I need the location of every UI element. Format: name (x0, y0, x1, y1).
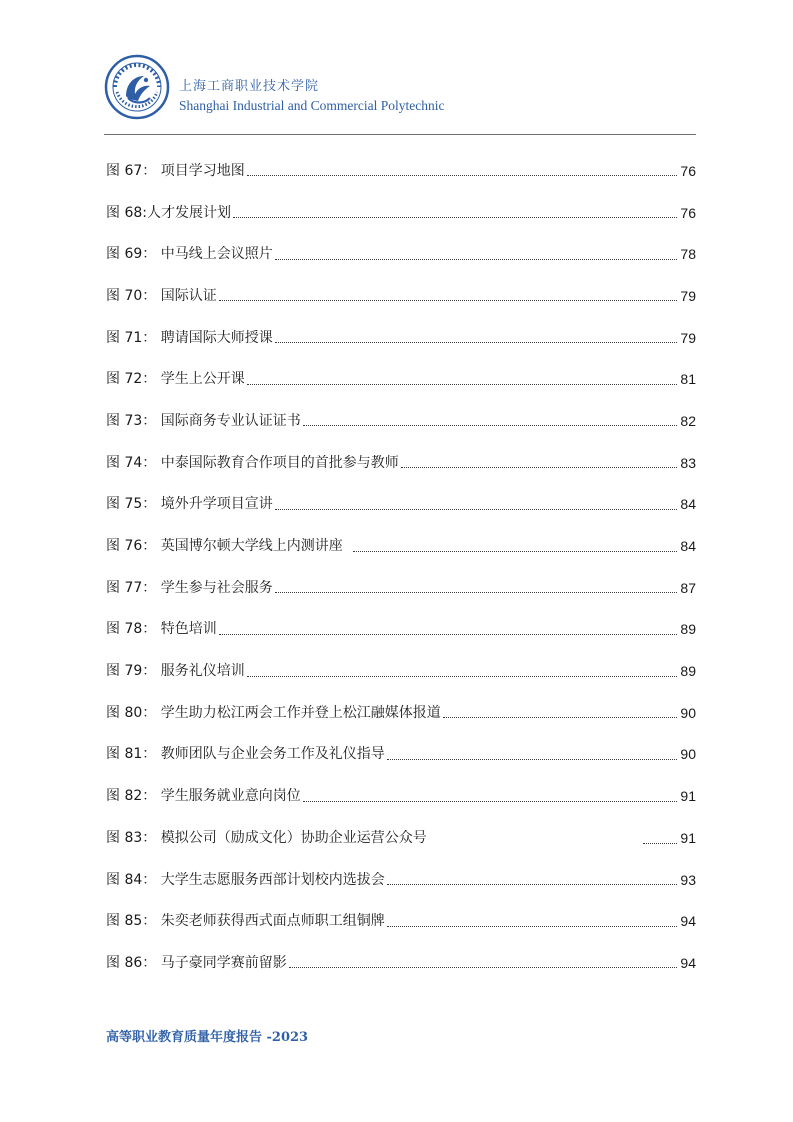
school-emblem-icon (104, 54, 170, 120)
toc-entry-page: 89 (680, 621, 696, 638)
toc-entry-page: 90 (680, 746, 696, 763)
toc-entry[interactable] (106, 859, 696, 901)
toc-entry-label: 图 68:人才发展计划 (106, 204, 231, 221)
toc-entry[interactable] (106, 358, 696, 400)
toc-entry-page: 82 (680, 412, 696, 429)
toc-entry-page: 91 (680, 829, 696, 846)
toc-entry[interactable] (106, 942, 696, 984)
page-header (104, 54, 696, 134)
toc-entry-label: 图 67： 项目学习地图 (106, 162, 245, 179)
toc-entry-label: 图 84： 大学生志愿服务西部计划校内选拔会 (106, 871, 385, 888)
toc-entry-label: 图 80： 学生助力松江两会工作并登上松江融媒体报道 (106, 704, 441, 721)
toc-entry-page: 94 (680, 913, 696, 930)
header-divider (104, 134, 696, 135)
toc-entry-label: 图 77： 学生参与社会服务 (106, 579, 273, 596)
toc-entry[interactable] (106, 900, 696, 942)
toc-entry[interactable] (106, 150, 696, 192)
school-name-en: Shanghai Industrial and Commercial Polytechnic (179, 98, 445, 113)
toc-entry-page: 79 (680, 287, 696, 304)
toc-entry-label: 图 71： 聘请国际大师授课 (106, 329, 273, 346)
toc-entry[interactable] (106, 233, 696, 275)
toc-entry[interactable] (106, 317, 696, 359)
toc-entry-label: 图 79： 服务礼仪培训 (106, 663, 245, 680)
toc-entry-label: 图 76： 英国博尔顿大学线上内测讲座 (106, 538, 343, 555)
toc-entry-page: 79 (680, 329, 696, 346)
dot-leader (289, 967, 678, 968)
toc-entry[interactable] (106, 650, 696, 692)
toc-entry-label: 图 73： 国际商务专业认证证书 (106, 412, 301, 429)
toc-entry[interactable] (106, 692, 696, 734)
report-footer: 高等职业教育质量年度报告 -2023 (106, 1030, 309, 1045)
toc-entry-label: 图 74： 中泰国际教育合作项目的首批参与教师 (106, 454, 399, 471)
dot-leader (387, 926, 678, 927)
dot-leader (387, 884, 678, 885)
toc-entry-page: 76 (680, 204, 696, 221)
toc-entry-label: 图 70： 国际认证 (106, 287, 217, 304)
toc-entry[interactable] (106, 525, 696, 567)
dot-leader (219, 300, 678, 301)
toc-entry-page: 93 (680, 871, 696, 888)
toc-entry-page: 84 (680, 538, 696, 555)
dot-leader (247, 175, 678, 176)
dot-leader (275, 509, 678, 510)
dot-leader (303, 801, 678, 802)
toc-entry-label: 图 81： 教师团队与企业会务工作及礼仪指导 (106, 746, 385, 763)
toc-entry-page: 90 (680, 704, 696, 721)
toc-entry-label: 图 85： 朱奕老师获得西式面点师职工组铜牌 (106, 913, 385, 930)
toc-entry-page: 87 (680, 579, 696, 596)
toc-entry-label: 图 83： 模拟公司（励成文化）协助企业运营公众号 (106, 829, 427, 846)
dot-leader (353, 551, 678, 552)
dot-leader (275, 259, 678, 260)
figure-list (106, 150, 696, 984)
toc-entry-label: 图 78： 特色培训 (106, 621, 217, 638)
toc-entry-page: 89 (680, 663, 696, 680)
dot-leader (275, 342, 678, 343)
toc-entry[interactable] (106, 775, 696, 817)
dot-leader (219, 634, 678, 635)
toc-entry-label: 图 75： 境外升学项目宣讲 (106, 496, 273, 513)
dot-leader (247, 676, 678, 677)
toc-entry-page: 94 (680, 954, 696, 971)
toc-entry[interactable] (106, 442, 696, 484)
toc-entry-page: 83 (680, 454, 696, 471)
dot-leader (401, 467, 678, 468)
toc-entry[interactable] (106, 817, 696, 859)
toc-entry-label: 图 69： 中马线上会议照片 (106, 246, 273, 263)
dot-leader (233, 217, 677, 218)
dot-leader (275, 592, 678, 593)
toc-entry-label: 图 82： 学生服务就业意向岗位 (106, 788, 301, 805)
toc-entry[interactable] (106, 192, 696, 234)
dot-leader (247, 384, 678, 385)
toc-entry-page: 81 (680, 371, 696, 388)
toc-entry-page: 84 (680, 496, 696, 513)
toc-entry-page: 91 (680, 788, 696, 805)
school-name-cn: 上海工商职业技术学院 (179, 79, 320, 94)
toc-entry[interactable] (106, 609, 696, 651)
toc-entry[interactable] (106, 275, 696, 317)
toc-entry-label: 图 86： 马子豪同学赛前留影 (106, 954, 287, 971)
toc-entry[interactable] (106, 400, 696, 442)
toc-entry-label: 图 72： 学生上公开课 (106, 371, 245, 388)
dot-leader (387, 759, 678, 760)
toc-entry-page: 76 (680, 162, 696, 179)
toc-entry-page: 78 (680, 246, 696, 263)
toc-entry[interactable] (106, 484, 696, 526)
dot-leader (443, 717, 678, 718)
dot-leader (303, 425, 678, 426)
toc-entry[interactable] (106, 567, 696, 609)
toc-entry[interactable] (106, 734, 696, 776)
